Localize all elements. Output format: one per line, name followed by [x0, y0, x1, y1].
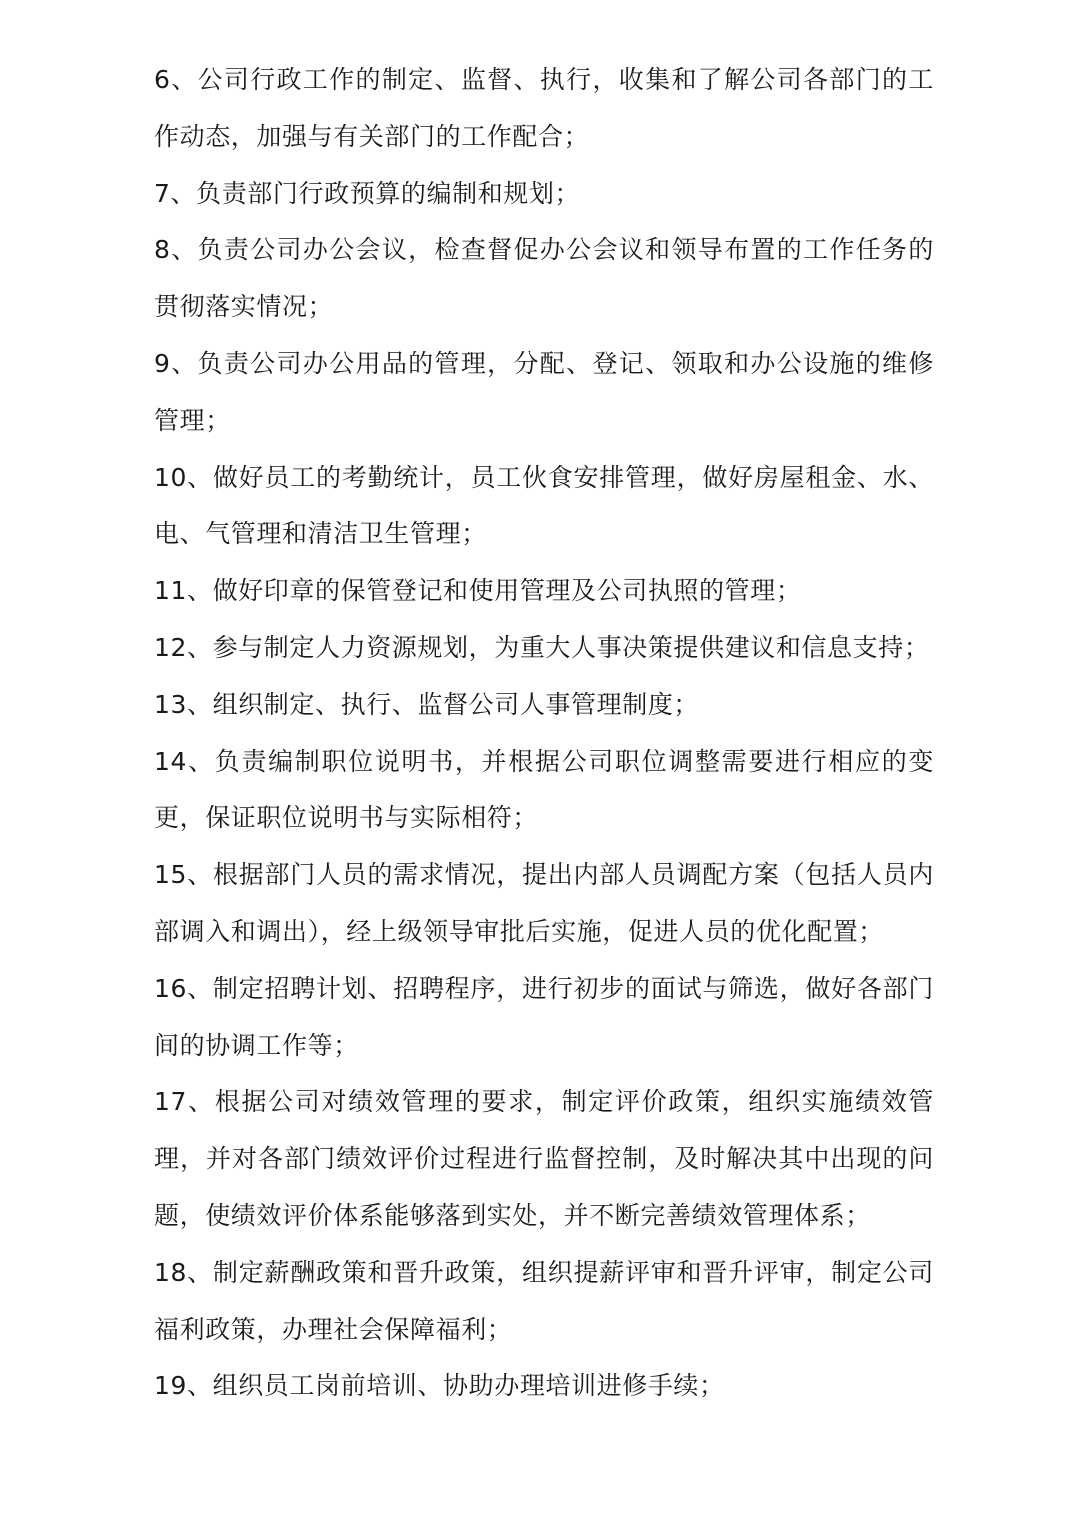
duty-item-8: 8、负责公司办公会议，检查督促办公会议和领导布置的工作任务的贯彻落实情况； — [154, 235, 934, 322]
duty-item-11: 11、做好印章的保管登记和使用管理及公司执照的管理； — [154, 576, 802, 606]
duty-item-18: 18、制定薪酬政策和晋升政策，组织提薪评审和晋升评审，制定公司福利政策，办理社会保障福利； — [154, 1257, 934, 1344]
duty-item-10: 10、做好员工的考勤统计，员工伙食安排管理，做好房屋租金、水、电、气管理和清洁卫生管理； — [154, 462, 934, 549]
duty-list — [154, 52, 934, 1415]
duty-item-19: 19、组织员工岗前培训、协助办理培训进修手续； — [154, 1371, 725, 1401]
duty-item-13: 13、组织制定、执行、监督公司人事管理制度； — [154, 689, 700, 719]
duty-item-7: 7、负责部门行政预算的编制和规划； — [154, 178, 581, 208]
duty-item-9: 9、负责公司办公用品的管理，分配、登记、领取和办公设施的维修管理； — [154, 348, 934, 435]
duty-item-14: 14、负责编制职位说明书，并根据公司职位调整需要进行相应的变更，保证职位说明书与实际相符； — [154, 746, 934, 833]
duty-item-16: 16、制定招聘计划、招聘程序，进行初步的面试与筛选，做好各部门间的协调工作等； — [154, 973, 934, 1060]
duty-item-12: 12、参与制定人力资源规划，为重大人事决策提供建议和信息支持； — [154, 632, 930, 662]
duty-item-15: 15、根据部门人员的需求情况，提出内部人员调配方案（包括人员内部调入和调出），经上级领导审批后实施，促进人员的优化配置； — [154, 860, 934, 946]
duty-item-17: 17、根据公司对绩效管理的要求，制定评价政策，组织实施绩效管理，并对各部门绩效评价过程进行监督控制，及时解决其中出现的问题，使绩效评价体系能够落到实处，并不断完善绩效管理体系； — [154, 1087, 934, 1230]
duty-item-6: 6、公司行政工作的制定、监督、执行，收集和了解公司各部门的工作动态，加强与有关部门的工作配合； — [154, 65, 934, 151]
